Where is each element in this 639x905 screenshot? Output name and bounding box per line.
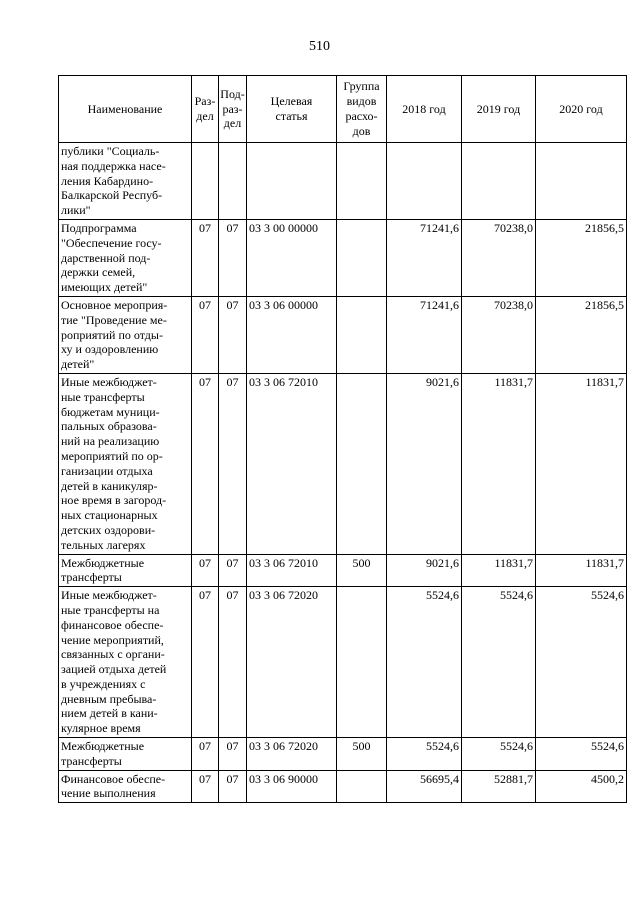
cell-target-article: 03 3 06 72010 [247,554,337,587]
table-row [59,587,627,738]
cell-podrazdel: 07 [219,738,247,771]
table-row [59,770,627,803]
cell-name: публики "Социаль- ная поддержка насе- ления Кабардино- Балкарской Респуб- лики" [59,143,192,220]
page-number: 510 [309,39,330,54]
cell-2018: 56695,4 [387,770,462,803]
table-row [59,373,627,554]
table-row [59,143,627,220]
cell-podrazdel: 07 [219,770,247,803]
cell-name: Иные межбюджет- ные трансферты на финансовое обеспе- чение мероприятий, связанных с органи- зацией отдыха детей в учреждениях с дневным пребыва- нием детей в кани- кулярное время [59,587,192,738]
cell-podrazdel: 07 [219,373,247,554]
cell-2019: 70238,0 [462,296,536,373]
cell-2020: 4500,2 [536,770,627,803]
cell-expense-group [337,219,387,296]
cell-target-article: 03 3 06 72020 [247,738,337,771]
cell-2018: 71241,6 [387,296,462,373]
cell-podrazdel: 07 [219,219,247,296]
cell-razdel: 07 [192,554,219,587]
table-row [59,296,627,373]
table-row [59,219,627,296]
cell-2020: 5524,6 [536,587,627,738]
cell-2018: 5524,6 [387,587,462,738]
budget-table [58,75,627,803]
cell-podrazdel: 07 [219,587,247,738]
cell-2020: 21856,5 [536,296,627,373]
cell-expense-group [337,373,387,554]
cell-2020 [536,143,627,220]
cell-expense-group [337,143,387,220]
cell-name: Подпрограмма "Обеспечение госу- дарственной под- держки семей, имеющих детей" [59,219,192,296]
cell-2019: 11831,7 [462,554,536,587]
cell-2019 [462,143,536,220]
cell-podrazdel: 07 [219,554,247,587]
cell-expense-group: 500 [337,738,387,771]
cell-razdel: 07 [192,770,219,803]
cell-2019: 11831,7 [462,373,536,554]
cell-2019: 5524,6 [462,738,536,771]
cell-2018: 9021,6 [387,554,462,587]
cell-expense-group [337,296,387,373]
cell-2020: 11831,7 [536,554,627,587]
table-body [59,143,627,803]
cell-target-article: 03 3 00 00000 [247,219,337,296]
cell-name: Финансовое обеспе- чение выполнения [59,770,192,803]
header-podrazdel: Под- раз- дел [219,76,247,143]
cell-2018: 71241,6 [387,219,462,296]
cell-target-article: 03 3 06 72020 [247,587,337,738]
cell-name: Межбюджетные трансферты [59,738,192,771]
table-row [59,738,627,771]
cell-razdel: 07 [192,219,219,296]
table-row [59,554,627,587]
header-2020: 2020 год [536,76,627,143]
cell-2020: 11831,7 [536,373,627,554]
cell-2019: 70238,0 [462,219,536,296]
header-razdel: Раз- дел [192,76,219,143]
header-2019: 2019 год [462,76,536,143]
cell-razdel: 07 [192,738,219,771]
cell-2019: 52881,7 [462,770,536,803]
cell-razdel: 07 [192,373,219,554]
cell-target-article: 03 3 06 72010 [247,373,337,554]
header-name: Наименование [59,76,192,143]
header-row [59,76,627,143]
cell-expense-group [337,587,387,738]
cell-target-article: 03 3 06 90000 [247,770,337,803]
cell-target-article: 03 3 06 00000 [247,296,337,373]
cell-name: Основное мероприя- тие "Проведение ме- роприятий по отды- ху и оздоровлению детей" [59,296,192,373]
cell-2018 [387,143,462,220]
cell-expense-group: 500 [337,554,387,587]
cell-2018: 5524,6 [387,738,462,771]
cell-expense-group [337,770,387,803]
header-2018: 2018 год [387,76,462,143]
cell-name: Иные межбюджет- ные трансферты бюджетам муници- пальных образова- ний на реализацию мероприятий по ор- ганизации отдыха детей в каникуляр- ное время в загород- ных стационарных детских оздорови- тельных лагерях [59,373,192,554]
cell-2019: 5524,6 [462,587,536,738]
cell-razdel: 07 [192,587,219,738]
cell-target-article [247,143,337,220]
cell-2018: 9021,6 [387,373,462,554]
cell-2020: 21856,5 [536,219,627,296]
cell-podrazdel [219,143,247,220]
cell-razdel: 07 [192,296,219,373]
cell-name: Межбюджетные трансферты [59,554,192,587]
cell-podrazdel: 07 [219,296,247,373]
cell-2020: 5524,6 [536,738,627,771]
cell-razdel [192,143,219,220]
header-target-article: Целевая статья [247,76,337,143]
header-expense-group: Группа видов расхо- дов [337,76,387,143]
